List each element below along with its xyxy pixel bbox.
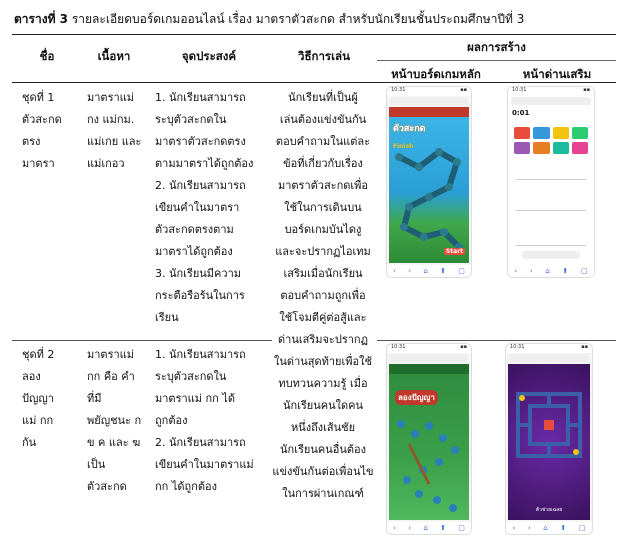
status-time-4: 10:31 <box>510 344 525 350</box>
timer-text: 0:01 <box>512 109 530 117</box>
row-divider-left <box>12 340 272 341</box>
status-time-2: 10:31 <box>512 87 527 93</box>
table-top-rule <box>12 34 616 35</box>
extra-page-screenshot-2: 10:31 ▪▪ ตัวช่วยเฉลย ‹ › ⌂ ⬆ ▢ <box>505 343 593 535</box>
browser-nav-3: ‹ › ⌂ ⬆ ▢ <box>387 522 471 534</box>
browser-nav: ‹ › ⌂ ⬆ ▢ <box>387 265 471 277</box>
board-title-2: ลองปัญญา <box>395 390 438 405</box>
header-name: ชื่อ <box>39 49 55 63</box>
header-result: ผลการสร้าง <box>467 40 526 54</box>
browser-nav-4: ‹ › ⌂ ⬆ ▢ <box>506 522 592 534</box>
finish-label: Finish <box>393 143 414 150</box>
maze-background <box>508 364 590 520</box>
board-background <box>389 107 469 263</box>
header-objective: จุดประสงค์ <box>181 49 237 63</box>
submit-bar <box>522 251 580 259</box>
row1-objective: 1. นักเรียนสามารถ ระบุตัวสะกดใน มาตราตัวสะกดตรง ตามมาตราได้ถูกต้อง 2. นักเรียนสามารถ เขียนคำในมาตรา ตัวสะกดตรงตาม มาตราได้ถูกต้อง 3. นักเรียนมีความ กระตือรือร้นในการ เรียน <box>155 91 254 324</box>
header-main-page: หน้าบอร์ดเกมหลัก <box>391 67 481 81</box>
board-path <box>389 117 469 267</box>
header-content: เนื้อหา <box>97 49 131 63</box>
header-howto: วิธีการเล่น <box>298 49 350 63</box>
board-path-2 <box>389 374 469 524</box>
url-bar-2 <box>511 97 591 105</box>
maze <box>508 364 590 514</box>
answer-area-1 <box>516 179 586 211</box>
board-top-banner-2 <box>389 364 469 374</box>
caption-text: รายละเอียดบอร์ดเกมออนไลน์ เรื่อง มาตราตัวสะกด สำหรับนักเรียนชั้นประถมศึกษาปีที่ 3 <box>71 12 525 26</box>
status-time-3: 10:31 <box>391 344 406 350</box>
row1-name: ชุดที่ 1 ตัวสะกด ตรง มาตรา <box>22 91 62 170</box>
row2-name: ชุดที่ 2 ลอง ปัญญา แม่ กก กัน <box>22 348 55 449</box>
url-bar-3 <box>390 354 468 362</box>
header-extra-page: หน้าด่านเสริม <box>522 67 592 81</box>
row-divider-right <box>377 340 616 341</box>
maze-caption: ตัวช่วยเฉลย <box>535 507 563 513</box>
board-background-2 <box>389 364 469 520</box>
row2-objective: 1. นักเรียนสามารถ ระบุตัวสะกดใน มาตราแม่ กก ได้ ถูกต้อง 2. นักเรียนสามารถ เขียนคำในมาตราแม่ กก ได้ถูกต้อง <box>155 348 254 493</box>
subheader-rule <box>377 60 616 61</box>
row1-content: มาตราแม่ กง แม่กม. แม่เกย และ แม่เกอว <box>87 91 142 170</box>
status-time: 10:31 <box>391 87 406 93</box>
game-board-screenshot-1: 10:31 ▪▪ ตัวสะกด Finish Start ‹ › ⌂ ⬆ ▢ <box>386 86 472 278</box>
extra-page-screenshot-1: 10:31 ▪▪ 0:01 ‹ › ⌂ ⬆ ▢ <box>507 86 595 278</box>
item-grid <box>514 127 588 154</box>
board-top-banner <box>389 107 469 117</box>
howto-text: นักเรียนที่เป็นผู้ เล่นต้องแข่งขันกัน ตอบคำถามในแต่ละ ข้อที่เกี่ยวกับเรื่อง มาตราตัวสะกดเพื่อ ใช้ในการเดินบน บอร์ดเกมบันไดงู และจะปรากฏไอเทม เสริมเมื่อนักเรียน ตอบคำถามถูกเพื่อ ใช้โจมตีคู่ต่อสู้และ ด่านเสริมจะปรากฏ ในด่านสุดท้ายเพื่อใช้ ทบทวนความรู้ เมื่อ นักเรียนคนใดคน หนึ่งถึงเส้นชัย นักเรียนคนอื่นต้อง แข่งขันกันต่อเพื่อนไข ในการผ่านเกณฑ์ <box>272 91 374 500</box>
game-board-screenshot-2: 10:31 ▪▪ ลองปัญญา ‹ › ⌂ ⬆ ▢ <box>386 343 472 535</box>
caption-label: ตารางที่ 3 <box>14 12 69 26</box>
start-label: Start <box>445 248 463 255</box>
url-bar-4 <box>509 354 589 362</box>
table-caption <box>14 10 524 29</box>
answer-area-2 <box>516 215 586 246</box>
browser-nav-2: ‹ › ⌂ ⬆ ▢ <box>508 265 594 277</box>
url-bar <box>390 97 468 105</box>
row2-content: มาตราแม่ กก คือ คำ ที่มี พยัญชนะ ก ข ค และ ฆ เป็น ตัวสะกด <box>87 348 142 493</box>
board-title: ตัวสะกด <box>393 124 426 134</box>
